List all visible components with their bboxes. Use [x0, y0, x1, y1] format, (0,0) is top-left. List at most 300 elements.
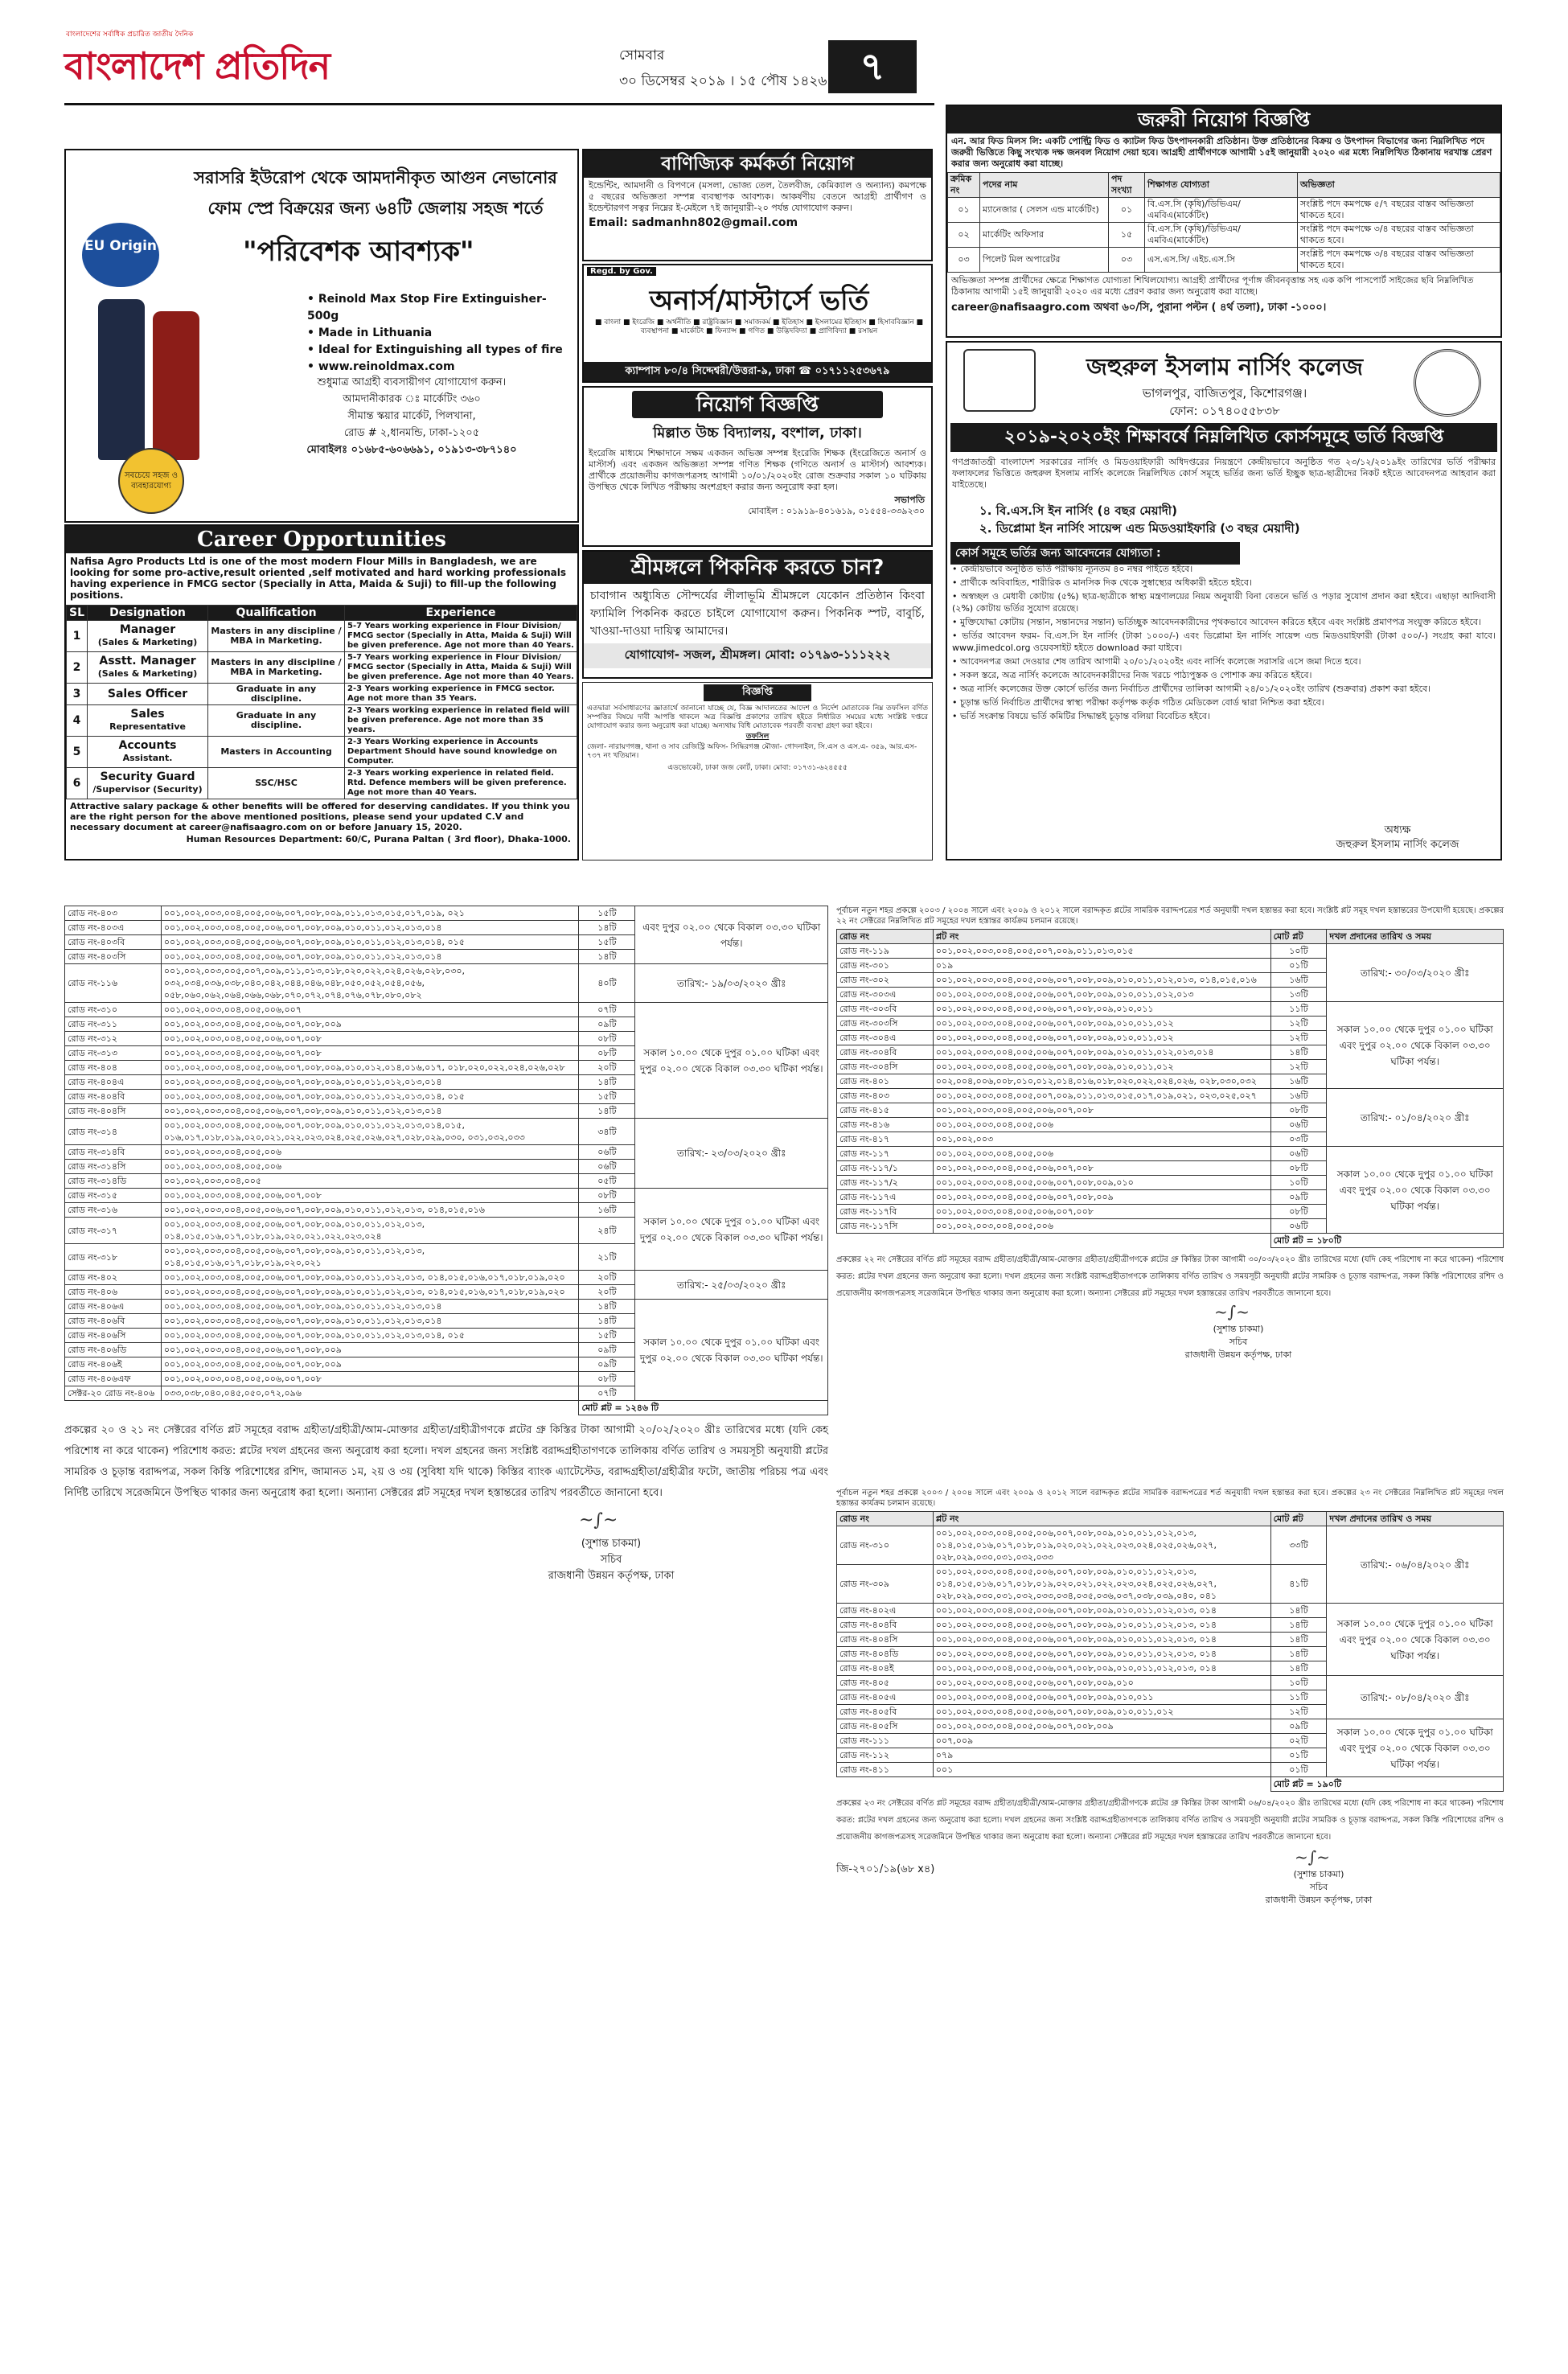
col-serial: ক্রমিক নং	[948, 173, 980, 198]
career-sl: 5	[67, 737, 88, 768]
regd-badge: Regd. by Gov.	[587, 267, 656, 276]
urgent-cell: সংশ্লিষ্ট পদে কমপক্ষে ৩/৪ বছরের বাস্তব অভিজ্ঞতা থাকতে হবে।	[1298, 248, 1500, 273]
career-experience: 2-3 Years working experience in related field will be given preference. Age not more than 35 years.	[345, 705, 577, 737]
requirement-item: • অত্র নার্সিং কলেজের উক্ত কোর্সে ভর্তির জন্য নির্বাচিত প্রার্থীদের তালিকা আগামী ২৪/০১/২০২০ইং তারিখ (শুক্রবার) প্রকাশ করা হইবে।	[952, 684, 1431, 694]
plot-list-cell: ০০১,০০২,০০৩,০০৪,০০৫,০০৬,০০৭,০০৮,০০৯,০১০,০১১,০১২,০১৩,০১৪, ০১৫	[161, 1329, 579, 1343]
nursing-courses	[979, 502, 1462, 537]
schedule-cell: সকাল ১০.০০ থেকে দুপুর ০১.০০ ঘটিকা এবং দুপুর ০২.০০ থেকে বিকাল ০৩.৩০ ঘটিকা পর্যন্ত।	[635, 1300, 828, 1401]
fire-ad-bullet: • Reinold Max Stop Fire Extinguisher-500g	[307, 293, 547, 322]
designation-sub: /Supervisor (Security)	[92, 784, 203, 795]
rajuk-r2-ref: জি-২৭০১/১৯(৬৮ x৪)	[836, 1863, 935, 1875]
road-cell: রোড নং-৪০৫এ	[837, 1690, 934, 1705]
rajuk-left-total: মোট প্লট = ১২৪৬ টি	[579, 1401, 828, 1415]
road-cell: রোড নং-৪০৬এফ	[65, 1372, 162, 1386]
road-cell: রোড নং-৪০৪সি	[65, 1104, 162, 1119]
col-sl: SL	[67, 606, 88, 621]
road-cell: রোড নং-১১৭এ	[837, 1190, 934, 1205]
plot-count-cell: ০৫টি	[579, 1174, 635, 1189]
schedule-cell: সকাল ১০.০০ থেকে দুপুর ০১.০০ ঘটিকা এবং দুপুর ০২.০০ থেকে বিকাল ০৩.৩০ ঘটিকা পর্যন্ত।	[1327, 1002, 1504, 1089]
college-seal-icon	[1414, 349, 1481, 417]
career-row	[67, 705, 577, 737]
road-cell: রোড নং-৩১৭	[65, 1218, 162, 1244]
road-cell: রোড নং-৩১৬	[65, 1203, 162, 1218]
schedule-cell: সকাল ১০.০০ থেকে দুপুর ০১.০০ ঘটিকা এবং দুপুর ০২.০০ থেকে বিকাল ০৩.৩০ ঘটিকা পর্যন্ত।	[1327, 1719, 1504, 1777]
plot-count-cell: ১৪টি	[1270, 1604, 1327, 1618]
plot-row	[65, 1189, 828, 1203]
commercial-body: ইন্ডেন্টিং, আমদানী ও বিপণনে (মসলা, ভোজ্য তেল, তৈলবীজ, কেমিক্যাল ও অন্যান্য) কমপক্ষে ৫ বছরের অভিজ্ঞতা সম্পন্ন ব্যবস্থাপক আবশ্যক। আকর্ষণীয় বেতনে আগ্রহী প্রার্থীগণ ও ইন্ডেন্টারগণ সত্বর নিম্নের ই-মেইলে ৭ই জানুয়ারী-২০ পর্যন্ত যোগাযোগ করুন।	[589, 180, 926, 213]
plot-count-cell: ০৬টি	[579, 1160, 635, 1174]
plot-row	[837, 1604, 1504, 1618]
plot-count-cell: ২০টি	[579, 1061, 635, 1075]
plot-count-cell: ১৬টি	[1270, 973, 1327, 988]
plot-list-cell: ০০১,০০২,০০৩,০০৪,০০৫,০০৬,০০৭,০০৮,০০৯	[933, 1719, 1270, 1734]
plot-count-cell: ০৭টি	[579, 1003, 635, 1017]
career-row	[67, 652, 577, 684]
plot-list-cell: ০০১,০০২,০০৩,০০৪,০০৫,০০৬,০০৭,০০৮,০০৯,০১০,০১১,০১২,০১৩, ০১৪,০১৫,০১৬	[933, 973, 1270, 988]
plot-count-cell: ৪০টি	[579, 964, 635, 1003]
school-sign: সভাপতি	[894, 495, 925, 505]
urgent-cell: সংশ্লিষ্ট পদে কমপক্ষে ৫/৭ বছরের বাস্তব অভিজ্ঞতা থাকতে হবে।	[1298, 198, 1500, 223]
sign-name: (সুশান্ত চাকমা)	[1213, 1324, 1264, 1334]
nursing-requirements	[952, 563, 1496, 724]
schedule-cell: তারিখ:- ১৯/০৩/২০২০ খ্রীঃ	[635, 964, 828, 1003]
career-sl: 4	[67, 705, 88, 737]
fire-ad-bullets	[307, 291, 573, 376]
contact-line: রোড # ২,ধানমন্ডি, ঢাকা-১২০৫	[343, 427, 480, 439]
urgent-footer: অভিজ্ঞতা সম্পন্ন প্রার্থীদের ক্ষেত্রে শিক্ষাগত যোগ্যতা শিথিলযোগ্য। আগ্রহী প্রার্থীদের পূর্ণাঙ্গ জীবনবৃত্তান্ত সহ এক কপি পাসপোর্ট সাইজের ছবি নিম্নলিখিত ঠিকানায় আগামী ১৫ই জানুয়ারী ২০২০ এর মধ্যে প্রেরণ করার জন্য অনুরোধ করা যাচ্ছে।	[951, 275, 1474, 297]
plot-list-cell: ০০১,০০২,০০৩,০০৪,০০৫,০০৬	[161, 1160, 579, 1174]
plot-count-cell: ০৮টি	[579, 1372, 635, 1386]
career-qualification: Masters in any discipline / MBA in Marketing.	[208, 621, 345, 652]
career-designation	[88, 705, 208, 737]
urgent-cell: ০২	[948, 223, 980, 248]
plot-list-cell: ০০১,০০২,০০৩,০০৪,০০৫,০০৬,০০৭,০০৮,০০৯,০১০,০১২,০১৪,০১৬,০১৭, ০১৮,০২০,০২২,০২৪,০২৬,০২৮	[161, 1061, 579, 1075]
plot-list-cell: ০০১,০০২,০০৩,০০৪,০০৫,০০৬,০০৭,০০৮,০০৯,০১০,০১১,০১২	[933, 1705, 1270, 1719]
schedule-cell: সকাল ১০.০০ থেকে দুপুর ০১.০০ ঘটিকা এবং দুপুর ০২.০০ থেকে বিকাল ০৩.৩০ ঘটিকা পর্যন্ত।	[635, 1003, 828, 1119]
requirement-item: • ভর্তি সংক্রান্ত বিষয়ে ভর্তি কমিটির সিদ্ধান্তই চূড়ান্ত বলিয়া বিবেচিত হইবে।	[952, 711, 1210, 721]
plot-count-cell: ১০টি	[1270, 1176, 1327, 1190]
plot-count-cell: ০৮টি	[579, 1189, 635, 1203]
road-cell: রোড নং-৪০৩এ	[65, 921, 162, 935]
school-body: ইংরেজি মাধ্যমে শিক্ষাদানে সক্ষম একজন অভিজ্ঞ সম্পন্ন ইংরেজি শিক্ষক (ইংরেজিতে অনার্স ও মাস্টার্স) এবং একজন অভিজ্ঞতা সম্পন্ন গণিত শিক্ষক (গণিতে অনার্স ও মাস্টার্স) আবশ্যক। প্রার্থীকে প্রয়োজনীয় কাগজপত্রসহ আগামী ১০/০১/২০২০ইং রোজ শুক্রবার সকাল ১০ ঘটিকায় উপস্থিত থেকে লিখিত পরীক্ষায় অংশগ্রহণ করার জন্য অনুরোধ করা হল।	[589, 448, 926, 492]
legal-title: বিজ্ঞপ্তি	[704, 684, 811, 701]
plot-count-cell: ১৬টি	[1270, 1089, 1327, 1103]
career-qualification: SSC/HSC	[208, 768, 345, 799]
school-title: নিয়োগ বিজ্ঞপ্তি	[632, 391, 883, 418]
masthead-day: সোমবার	[619, 47, 665, 64]
col-qualification: Qualification	[208, 606, 345, 621]
honours-subjects: ■ বাংলা ■ ইংরেজি ■ অর্থনীতি ■ রাষ্ট্রবিজ্ঞান ■ সমাজকর্ম ■ ইতিহাস ■ ইসলামের ইতিহাস ■ হিসাববিজ্ঞান ■ ব্যবস্থাপনা ■ মার্কেটিং ■ ফিন্যান্স ■ গণিত ■ উদ্ভিদবিদ্যা ■ প্রাণিবিদ্যা ■ রসায়ন	[594, 318, 924, 335]
plot-list-cell: ০০১,০০২,০০৩,০০৪,০০৫,০০৬,০০৭,০০৮,০০৯	[161, 1343, 579, 1357]
career-row	[67, 768, 577, 799]
plot-count-cell: ০৮টি	[1270, 1161, 1327, 1176]
road-cell: রোড নং-৪০৪এ	[65, 1075, 162, 1090]
fire-ad-headline: সরাসরি ইউরোপ থেকে আমদানীকৃত আগুন নেভানোর ফোম স্প্রে বিক্রয়ের জন্য ৬৪টি জেলায় সহজ শর্তে	[194, 168, 557, 218]
plot-count-cell: ১৪টি	[1270, 1661, 1327, 1676]
urgent-cell: সংশ্লিষ্ট পদে কমপক্ষে ৩/৪ বছরের বাস্তব অভিজ্ঞতা থাকতে হবে।	[1298, 223, 1500, 248]
road-cell: রোড নং-৪০১	[837, 1074, 934, 1089]
plot-list-cell: ০০১,০০২,০০৩,০০৪,০০৫,০০৬,০০৭,০০৮,০০৯,০১০,০১১,০১২,০১৩,০১৪	[161, 1104, 579, 1119]
road-cell: রোড নং-৪০৫	[837, 1676, 934, 1690]
road-cell: রোড নং-৩০৩এ	[837, 988, 934, 1002]
career-address: Human Resources Department: 60/C, Purana Paltan ( 3rd floor), Dhaka-1000.	[186, 834, 571, 844]
plot-count-cell: ০৯টি	[1270, 1190, 1327, 1205]
plot-count-cell: ০৮টি	[1270, 1103, 1327, 1118]
plot-list-cell: ০০১,০০২,০০৩,০০৪,০০৫,০০৬,০০৭,০০৮,০০৯,০১০,০১১,০১২,০১৩, ০১৪	[933, 1618, 1270, 1633]
plot-count-cell: ১৪টি	[579, 1075, 635, 1090]
sign-title: সচিব	[1229, 1337, 1248, 1347]
designation-main: Accounts	[118, 739, 177, 752]
col-plot: প্লট নং	[933, 1512, 1270, 1526]
sign-org: রাজধানী উন্নয়ন কর্তৃপক্ষ, ঢাকা	[1265, 1895, 1373, 1905]
plot-count-cell: ১৪টি	[1270, 1618, 1327, 1633]
sign-org: রাজধানী উন্নয়ন কর্তৃপক্ষ, ঢাকা	[548, 1570, 675, 1582]
plot-list-cell: ০০১,০০২,০০৩,০০৪,০০৫,০০৬,০০৭	[161, 1003, 579, 1017]
plot-count-cell: ০৬টি	[1270, 1219, 1327, 1234]
plot-count-cell: ১৪টি	[579, 1104, 635, 1119]
signature-mark: ~∫~	[579, 1510, 618, 1530]
road-cell: রোড নং-৩০৪বি	[837, 1045, 934, 1060]
col-count: পদ সংখ্যা	[1109, 173, 1145, 198]
schedule-cell: তারিখ:- ২৩/০৩/২০২০ খ্রীঃ	[635, 1119, 828, 1189]
honours-admission-ad	[582, 264, 933, 383]
road-cell: রোড নং-১১২	[837, 1748, 934, 1763]
urgent-cell: পিলেট মিল অপারেটর	[980, 248, 1109, 273]
course-item: ১. বি.এস.সি ইন নার্সিং (৪ বছর মেয়াদী)	[979, 503, 1177, 518]
plot-list-cell: ০০১,০০২,০০৩,০০৪,০০৫,০০৬,০০৭,০০৮,০০৯,০১০,০১১,০১২	[933, 1060, 1270, 1074]
col-education: শিক্ষাগত যোগ্যতা	[1145, 173, 1298, 198]
rajuk-notice-right-1	[836, 906, 1504, 1485]
commercial-title: বাণিজ্যিক কর্মকর্তা নিয়োগ	[584, 150, 931, 178]
plot-list-cell: ০০১,০০২,০০৩,০০৪,০০৫,০০৭,০০৯,০১১,০১৩,০১৫	[933, 944, 1270, 959]
sign-org: জহুরুল ইসলাম নার্সিং কলেজ	[1336, 839, 1459, 851]
urgent-address: career@nafisaagro.com অথবা ৬০/সি, পুরানা পল্টন ( ৪র্থ তলা), ঢাকা -১০০০।	[951, 302, 1327, 314]
rajuk-notice-right-2	[836, 1488, 1504, 2292]
schedule-cell: তারিখ:- ২৫/০৩/২০২০ খ্রীঃ	[635, 1271, 828, 1300]
rajuk-r2-sign	[836, 1846, 1504, 1926]
eu-origin-badge: EU Origin	[82, 223, 159, 287]
requirement-item: • মুক্তিযোদ্ধা কোটায় (সন্তান, সন্তানদের সন্তান) ভর্তিচ্ছুক আবেদনকারীদের পৃথকভাবে আবেদন করিতে হইবে এবং সংশ্লিষ্ট প্রমাণপত্র সংযুক্ত করিতে হইবে।	[952, 617, 1481, 627]
col-total: মোট প্লট	[1270, 1512, 1327, 1526]
career-designation	[88, 737, 208, 768]
sign-title: সচিব	[600, 1554, 622, 1566]
picnic-body: চাবাগান অধ্যুষিত সৌন্দর্যের লীলাভূমি শ্রীমঙ্গলে যেকোন প্রতিষ্ঠান কিংবা ফ্যামিলি পিকনিক করতে চাইলে যোগাযোগ করুন। পিকনিক স্পট, বাবুর্চি, খাওয়া-দাওয়া দায়িত্ব আমাদের।	[590, 589, 925, 638]
sign-name: (সুশান্ত চাকমা)	[581, 1538, 642, 1550]
fire-ad-bullet: • Ideal for Extinguishing all types of fire	[307, 343, 563, 356]
plot-list-cell: ০০১,০০২,০০৩,০০৪,০০৫,০০৬,০০৭,০০৮,০০৯,০১০,০১১,০১২,০১৩,০১৪, ০১৫	[161, 935, 579, 950]
road-cell: রোড নং-৩১৪ডি	[65, 1174, 162, 1189]
urgent-cell: ০৩	[948, 248, 980, 273]
plot-row	[65, 1271, 828, 1285]
plot-count-cell: ১৬টি	[1270, 1074, 1327, 1089]
plot-list-cell: ০১৯	[933, 959, 1270, 973]
contact-line: শুধুমাত্র আগ্রহী ব্যবসায়ীগণ যোগাযোগ করুন।	[317, 376, 507, 388]
plot-count-cell: ০৯টি	[579, 1343, 635, 1357]
plot-list-cell: ০০১,০০২,০০৩,০০৪,০০৫,০০৬,০০৭,০০৮,০০৯,০১০,০১১,০১২,০১৩, ০১৪,০১৫,০১৬,০১৭,০১৮,০১৯,০২০	[161, 1285, 579, 1300]
schedule-cell: তারিখ:- ০৮/০৪/২০২০ খ্রীঃ	[1327, 1676, 1504, 1719]
road-cell: রোড নং-১১৬	[65, 964, 162, 1003]
urgent-row	[948, 248, 1500, 273]
plot-count-cell: ১৪টি	[579, 950, 635, 964]
road-cell: রোড নং-৩১০	[837, 1526, 934, 1565]
plot-list-cell: ০০১	[933, 1763, 1270, 1777]
plot-row	[837, 1002, 1504, 1017]
plot-row	[837, 1089, 1504, 1103]
road-cell: রোড নং-৪০২এ	[837, 1604, 934, 1618]
school-recruitment-ad	[582, 386, 933, 547]
plot-count-cell: ০৬টি	[579, 1145, 635, 1160]
plot-list-cell: ০০১,০০২,০০৩,০০৪,০০৫,০০৬,০০৭,০০৮,০০৯,০১০,০১১,০১২,০১৩, ০১৪	[933, 1661, 1270, 1676]
road-cell: রোড নং-৪০৫সি	[837, 1719, 934, 1734]
legal-body: এতদ্বারা সর্বসাধারণের জ্ঞাতার্থে জানানো যাচ্ছে যে, বিজ্ঞ আদালতের আদেশ ও নির্দেশ মোতাবেক নিম্ন তফসিল বর্ণিত সম্পত্তির বিষয়ে দাবী আপত্তি থাকলে অত্র বিজ্ঞপ্তি প্রকাশের তারিখ হইতে নির্ধারিত সময়ের মধ্যে সংশ্লিষ্ট দপ্তরে যোগাযোগ করার জন্য অনুরোধ করা যাচ্ছে। অন্যথায় বিধি মোতাবেক পরবর্তী ব্যবস্থা গ্রহণ করা হইবে।	[587, 704, 928, 730]
school-name: মিল্লাত উচ্চ বিদ্যালয়, বংশাল, ঢাকা।	[653, 425, 862, 442]
schedule-cell: সকাল ১০.০০ থেকে দুপুর ০১.০০ ঘটিকা এবং দুপুর ০২.০০ থেকে বিকাল ০৩.৩০ ঘটিকা পর্যন্ত।	[1327, 1147, 1504, 1234]
plot-list-cell: ০০১,০০২,০০৩,০০৪,০০৫,০০৬,০০৭,০০৮,০০৯,০১০,০১১,০১২,০১৩, ০১৪,০১৫,০১৬	[161, 1203, 579, 1218]
extinguisher-can-icon	[153, 311, 199, 460]
plot-count-cell: ১৩টি	[1270, 988, 1327, 1002]
designation-main: Asstt. Manager	[99, 655, 196, 667]
career-row	[67, 621, 577, 652]
urgent-cell: ০১	[948, 198, 980, 223]
plot-list-cell: ০০১,০০২,০০৩,০০৪,০০৫,০০৬,০০৭,০০৮,০০৯,০১১,০১৩,০১৫,০১৭,০১৯, ০২১	[161, 906, 579, 921]
plot-row	[65, 906, 828, 921]
nursing-req-title: কোর্স সমূহে ভর্তির জন্য আবেদনের যোগ্যতা :	[950, 542, 1240, 565]
road-cell: রোড নং-৪০৪ডি	[837, 1647, 934, 1661]
schedule-cell: তারিখ:- ০৬/০৪/২০২০ খ্রীঃ	[1327, 1526, 1504, 1604]
road-cell: রোড নং-৪১১	[837, 1763, 934, 1777]
rajuk-r2-para: প্রকল্পের ২৩ নং সেক্টরের বর্ণিত প্লট সমূহের বরাদ্দ গ্রহীতা/গ্রহীত্রী/আম-মোক্তার গ্রহীতা/গ্রহীত্রীগণকে প্লটের গ্রু কিস্তির টাকা আগামী ০৬/০৪/২০২০ খ্রীঃ তারিখের মধ্যে (যদি কেহ পরিশোধ না করে থাকেন) পরিশোধ করত: প্লটের দখল গ্রহনের জন্য অনুরোধ করা হলো। দখল গ্রহনের জন্য সংশ্লিষ্ট বরাদ্দগ্রহীতাগণকে তালিকায় বর্ণিত তারিখ ও সময়সূচী অনুযায়ী প্লটের সামরিক ও চূড়ান্ত বরাদ্দপত্র, সকল কিস্তি পরিশোধের রশিদ ও প্রয়োজনীয় কাগজপত্রসহ সরেজমিনে উপস্থিত থাকার জন্য অনুরোধ করা হলো। অন্যান্য সেক্টরের প্লট সমূহের দখল হস্তান্তরের তারিখ পরবর্তীতে জানানো হবে।	[836, 1799, 1504, 1842]
road-cell: রোড নং-৪০৩	[837, 1089, 934, 1103]
plot-count-cell: ১২টি	[1270, 1705, 1327, 1719]
plot-list-cell: ০০১,০০২,০০৩,০০৪,০০৫,০০৬,০০৭,০০৮,০০৯,০১০,০১১,০১২,০১৩, ০১৪,০১৫,০১৬,০১৭,০১৮,০১৯,০২০	[161, 1271, 579, 1285]
road-cell: রোড নং-১১৭/১	[837, 1161, 934, 1176]
urgent-table	[947, 172, 1500, 273]
plot-count-cell: ২০টি	[579, 1285, 635, 1300]
fire-ad-link[interactable]: • www.reinoldmax.com	[307, 360, 455, 373]
plot-list-cell: ০০১,০০২,০০৩,০০৪,০০৫,০০৬,০০৭,০০৮,০০৯	[933, 1190, 1270, 1205]
plot-list-cell: ০০১,০০২,০০৩,০০৪,০০৫,০০৬,০০৭,০০৮,০০৯,০১০	[933, 1676, 1270, 1690]
plot-list-cell: ০০১,০০২,০০৩,০০৪,০০৫,০০৬,০০৭,০০৮,০০৯,০১০,০১১,০১২,০১৩, ০১৪,০১৫,০১৬,০১৭,০১৮,০১৯,০২০,০২১	[161, 1244, 579, 1271]
col-total: মোট প্লট	[1270, 930, 1327, 944]
schedule-cell: এবং দুপুর ০২.০০ থেকে বিকাল ০৩.৩০ ঘটিকা পর্যন্ত।	[635, 906, 828, 964]
nursing-phone: ফোন: ০১৭৪০৫৫৮৩৮	[1169, 404, 1280, 418]
rajuk-r1-total: মোট প্লট = ১৮০টি	[1270, 1234, 1503, 1248]
road-cell: রোড নং-৪০৪ই	[837, 1661, 934, 1676]
road-cell: রোড নং-৪০৩সি	[65, 950, 162, 964]
plot-list-cell: ০০১,০০২,০০৩,০০৪,০০৫,০০৬,০০৭,০০৮,০০৯,০১০,০১১,০১২,০১৩,০১৪	[161, 1075, 579, 1090]
contact-line: আমদানীকারক ঃ মার্কেটিং ৩৬০	[343, 393, 481, 405]
requirement-item: • আবেদনপত্র জমা দেওয়ার শেষ তারিখ আগামী ২০/০১/২০২০ইং এবং নার্সিং কলেজে সরাসরি এসে জমা দিতে হবে।	[952, 656, 1361, 667]
plot-list-cell: ০০১,০০২,০০৩,০০৪,০০৫,০০৬,০০৭,০০৮,০০৯,০১০,০১১,০১২	[933, 1031, 1270, 1045]
career-ad	[64, 524, 579, 860]
plot-list-cell: ০০১,০০২,০০৩,০০৪,০০৫,০০৬,০০৭,০০৮,০০৯,০১০,০১১,০১২,০১৩,০১৪	[933, 1045, 1270, 1060]
honours-title: অনার্স/মাস্টার্সে ভর্তি	[649, 285, 869, 317]
plot-row	[65, 1119, 828, 1145]
commercial-email[interactable]: Email: sadmanhn802@gmail.com	[589, 216, 798, 229]
plot-count-cell: ১৪টি	[579, 1300, 635, 1314]
career-qualification: Masters in Accounting	[208, 737, 345, 768]
career-qualification: Graduate in any discipline.	[208, 684, 345, 705]
plot-count-cell: ১৫টি	[579, 1090, 635, 1104]
road-cell: রোড নং-১১৭	[837, 1147, 934, 1161]
plot-list-cell: ০০১,০০২,০০৩,০০৫,০০৭,০০৯,০১১,০১৩,০১৮,০২০,০২২,০২৪,০২৬,০২৮,০৩০, ০৩২,০৩৪,০৩৬,০৩৮,০৪০,০৪২,০৪৪,০৪৬,০৪৮,০৫০,০৫২,০৫৪,০৫৬, ০৫৮,০৬০,০৬২,০৬৪,০৬৬,০৬৮,০৭০,০৭২,০৭৪,০৭৬,০৭৮,০৮০,০৮২	[161, 964, 579, 1003]
signature-mark: ~∫~	[1295, 1847, 1330, 1867]
plot-count-cell: ০১টি	[1270, 1748, 1327, 1763]
plot-count-cell: ০৯টি	[579, 1017, 635, 1032]
road-cell: রোড নং-৪০৬ডি	[65, 1343, 162, 1357]
career-intro: Nafisa Agro Products Ltd is one of the most modern Flour Mills in Bangladesh, we are looking for some pro-active,result oriented ,self motivated and hard working professionals having experience in FMCG sector (Specially in Atta, Maida & Suji) to fill-up the following positions.	[70, 556, 567, 601]
road-cell: রোড নং-১১৯	[837, 944, 934, 959]
urgent-cell: ০৩	[1109, 248, 1145, 273]
plot-list-cell: ০০১,০০২,০০৩,০০৪,০০৫,০০৭,০০৯,০১১,০১৩,০১৫,০১৭,০১৯,০২১, ০২৩,০২৫,০২৭	[933, 1089, 1270, 1103]
plot-count-cell: ০১টি	[1270, 959, 1327, 973]
plot-row	[837, 1147, 1504, 1161]
school-mobile: মোবাইল : ০১৯১৯-৪০১৬১৯, ০১৫৫৪-৩৩৯২৩০	[748, 506, 925, 516]
page-number: ৭	[828, 40, 917, 93]
plot-count-cell: ৪১টি	[1270, 1565, 1327, 1604]
plot-list-cell: ০০৭,০০৯	[933, 1734, 1270, 1748]
designation-main: Manager	[119, 623, 176, 636]
nursing-intro: গণপ্রজাতন্ত্রী বাংলাদেশ সরকারের নার্সিং ও মিডওয়াইফারী অধিদপ্তরের নিয়ন্ত্রণে কেন্দ্রীয়ভাবে অনুষ্ঠিত গত ২৩/১২/২০১৯ইং তারিখের ভর্তি পরীক্ষার ফলাফলের ভিত্তিতে জহুরুল ইসলাম নার্সিং কলেজে নিম্নলিখিত কোর্স সমূহে ভর্তির জন্য ভর্তি ইচ্ছুক ছাত্র-ছাত্রীদের নিকট হইতে আবেদনপত্র আহবান করা যাইতেছে।	[952, 457, 1496, 490]
plot-list-cell: ০০১,০০২,০০৩,০০৪,০০৫,০০৬,০০৭,০০৮,০০৯,০১০,০১১,০১২,০১৩,০১৪	[161, 921, 579, 935]
plot-list-cell: ০০১,০০২,০০৩,০০৪,০০৫,০০৬	[933, 1219, 1270, 1234]
plot-row	[837, 1676, 1504, 1690]
road-cell: রোড নং-৪০৩	[65, 906, 162, 921]
career-designation	[88, 768, 208, 799]
plot-list-cell: ০০১,০০২,০০৩,০০৪,০০৫,০০৬,০০৭,০০৮,০০৯,০১০,০১১,০১২,০১৩,০১৪, ০১৫	[161, 1090, 579, 1104]
col-road: রোড নং	[837, 1512, 934, 1526]
plot-count-cell: ১৪টি	[1270, 1633, 1327, 1647]
rajuk-r2-table	[836, 1511, 1504, 1792]
col-experience: অভিজ্ঞতা	[1298, 173, 1500, 198]
legal-notice	[582, 682, 933, 860]
plot-count-cell: ১২টি	[1270, 1017, 1327, 1031]
signature-mark: ~∫~	[1214, 1302, 1250, 1321]
road-cell: রোড নং-৩০৯	[837, 1565, 934, 1604]
road-cell: রোড নং-৪০৬সি	[65, 1329, 162, 1343]
career-designation	[88, 621, 208, 652]
designation-main: Sales	[130, 708, 165, 721]
career-experience: 2-3 Years working experience in related field. Rtd. Defence members will be given preference. Age not more than 40 Years.	[345, 768, 577, 799]
plot-list-cell: ০০১,০০২,০০৩,০০৪,০০৫,০০৬,০০৭,০০৮,০০৯,০১০,০১১,০১২,০১৩, ০১৪	[933, 1633, 1270, 1647]
road-cell: রোড নং-৪০৬বি	[65, 1314, 162, 1329]
plot-list-cell: ০০১,০০২,০০৩,০০৪,০০৫,০০৬,০০৭,০০৮,০০৯	[161, 1357, 579, 1372]
plot-count-cell: ২১টি	[579, 1244, 635, 1271]
road-cell: রোড নং-৪০৬এ	[65, 1300, 162, 1314]
nursing-sign	[1301, 824, 1494, 852]
requirement-item: • চূড়ান্ত ভর্তি নির্বাচিত প্রার্থীদের স্বাস্থ্য পরীক্ষা কর্তৃপক্ষ কর্তৃক গঠিত মেডিকেল বোর্ড দ্বারা নিশ্চিত করা হইবে।	[952, 697, 1324, 708]
plot-list-cell: ০৭৯	[933, 1748, 1270, 1763]
plot-count-cell: ১২টি	[1270, 1060, 1327, 1074]
requirement-item: • প্রার্থীকে অবিবাহিত, শারীরিক ও মানসিক দিক থেকে সুস্বাস্থ্যের অধিকারী হইতে হইবে।	[952, 577, 1252, 588]
legal-footer: এডভোকেট, ঢাকা জজ কোর্ট, ঢাকা। মোবা: ০১৭৩১-৬২৪৫৫৫	[667, 764, 848, 772]
plot-count-cell: ১৪টি	[1270, 1647, 1327, 1661]
nursing-banner: ২০১৯-২০২০ইং শিক্ষাবর্ষে নিম্নলিখিত কোর্সসমূহে ভর্তি বিজ্ঞপ্তি	[950, 423, 1497, 452]
road-cell: রোড নং-৪০৪বি	[837, 1618, 934, 1633]
plot-row	[65, 1003, 828, 1017]
col-road: রোড নং	[837, 930, 934, 944]
career-experience: 2-3 Years working experience in FMCG sector. Age not more than 35 Years.	[345, 684, 577, 705]
road-cell: রোড নং-৪০৪	[65, 1061, 162, 1075]
career-table	[66, 605, 577, 799]
picnic-contact: যোগাযোগ- সজল, শ্রীমঙ্গল। মোবা: ০১৭৯৩-১১১২২২	[584, 643, 931, 668]
road-cell: রোড নং-৪০৬	[65, 1285, 162, 1300]
plot-list-cell: ০০১,০০২,০০৩,০০৪,০০৫,০০৬,০০৭,০০৮	[161, 1372, 579, 1386]
plot-list-cell: ০০১,০০২,০০৩,০০৪,০০৫,০০৬,০০৭,০০৮,০০৯,০১০,০১১,০১২,০১৩,০১৪	[161, 1300, 579, 1314]
urgent-cell: মার্কেটিং অফিসার	[980, 223, 1109, 248]
honours-footer: ক্যাম্পাস ৮০/৪ সিদ্দেশ্বরী/উত্তরা-৯, ঢাকা ☎ ০১৭১১২৫৩৬৭৯	[584, 362, 931, 381]
plot-list-cell: ০০১,০০২,০০৩,০০৪,০০৫,০০৬,০০৭,০০৮,০০৯,০১০,০১১	[933, 1690, 1270, 1705]
plot-list-cell: ০০১,০০২,০০৩,০০৪,০০৫,০০৬,০০৭,০০৮,০০৯,০১০,০১১,০১২,০১৩, ০১৪,০১৫,০১৬,০১৭,০১৮,০১৯,০২০,০২১,০২২,০২৩,০২৪	[161, 1218, 579, 1244]
contact-line: মোবাইলঃ ০১৬৮৫-৬০৬৬৯১, ০১৯১৩-৩৮৭১৪০	[306, 444, 517, 456]
masthead-tagline: বাংলাদেশের সর্বাধিক প্রচারিত জাতীয় দৈনিক	[66, 31, 194, 39]
road-cell: রোড নং-৩০৩বি	[837, 1002, 934, 1017]
plot-row	[837, 944, 1504, 959]
road-cell: রোড নং-৩১০	[65, 1003, 162, 1017]
designation-sub: (Sales & Marketing)	[97, 668, 198, 679]
rajuk-left-para: প্রকল্পের ২০ ও ২১ নং সেক্টরের বর্ণিত প্লট সমূহের বরাদ্দ গ্রহীতা/গ্রহীত্রী/আম-মোক্তার গ্রহীতা/গ্রহীত্রীগণকে প্লটের গ্রু কিস্তির টাকা আগামী ২০/০২/২০২০ খ্রীঃ তারিখের মধ্যে (যদি কেহ পরিশোধ না করে থাকেন) পরিশোধ করত: প্লটের দখল গ্রহনের জন্য অনুরোধ করা হলো। দখল গ্রহনের জন্য সংশ্লিষ্ট বরাদ্দগ্রহীতাগণকে তালিকায় বর্ণিত তারিখ ও সময়সূচী অনুযায়ী প্লটের সামরিক ও চূড়ান্ত বরাদ্দপত্র, সকল কিস্তি পরিশোধের রশিদ, জামানত ১ম, ২য় ও ৩য় (সুবিধা যদি থাকে) কিস্তির ব্যাংক এ্যাটেস্টেড, বরাদ্দগ্রহীতা/গ্রহীত্রীর ফটো, জাতীয় পরিচয় পত্র এবং নির্দিষ্ট তারিখে সরেজমিনে উপস্থিত থাকার জন্য অনুরোধ করা হলো। অন্যান্য সেক্টরের প্লট সমূহের দখল হস্তান্তরের তারিখ পরবর্তীতে জানানো হবে।	[64, 1424, 828, 1499]
plot-list-cell: ০০১,০০২,০০৩,০০৪,০০৫,০০৬,০০৭,০০৮,০০৯,০১০,০১১,০১২,০১৩,০১৪	[161, 1314, 579, 1329]
schedule-cell: তারিখ:- ০১/০৪/২০২০ খ্রীঃ	[1327, 1089, 1504, 1147]
road-cell: রোড নং-৪১৫	[837, 1103, 934, 1118]
road-cell: রোড নং-৩১৮	[65, 1244, 162, 1271]
road-cell: রোড নং-৩১৪	[65, 1119, 162, 1145]
road-cell: রোড নং-৪০৫বি	[837, 1705, 934, 1719]
col-schedule: দখল প্রদানের তারিখ ও সময়	[1327, 1512, 1504, 1526]
road-cell: রোড নং-৩০২	[837, 973, 934, 988]
plot-count-cell: ০২টি	[1270, 1734, 1327, 1748]
contact-line: সীমান্ত স্কয়ার মার্কেট, পিলখানা,	[347, 410, 476, 422]
road-cell: রোড নং-১১৭সি	[837, 1219, 934, 1234]
urgent-recruitment-ad	[946, 105, 1502, 338]
road-cell: রোড নং-১১৭/২	[837, 1176, 934, 1190]
plot-count-cell: ১৪টি	[1270, 1045, 1327, 1060]
road-cell: রোড নং-৩১২	[65, 1032, 162, 1046]
plot-list-cell: ০০১,০০২,০০৩,০০৪,০০৫,০০৬,০০৭,০০৮,০০৯,০১০,০১১,০১২	[933, 1017, 1270, 1031]
plot-list-cell: ০০১,০০২,০০৩	[933, 1132, 1270, 1147]
plot-list-cell: ০০১,০০২,০০৩,০০৪,০০৫	[161, 1174, 579, 1189]
urgent-cell: বি.এস.সি (কৃষি)/ডিভিএম/ এমবিএ(মার্কেটিং)	[1145, 223, 1298, 248]
urgent-cell: ম্যানেজার ( সেলস এন্ড মার্কেটিং)	[980, 198, 1109, 223]
road-cell: রোড নং-৪০২	[65, 1271, 162, 1285]
plot-row	[837, 1719, 1504, 1734]
plot-count-cell: ০৮টি	[579, 1046, 635, 1061]
road-cell: রোড নং-৪১৬	[837, 1118, 934, 1132]
schedule-cell: সকাল ১০.০০ থেকে দুপুর ০১.০০ ঘটিকা এবং দুপুর ০২.০০ থেকে বিকাল ০৩.৩০ ঘটিকা পর্যন্ত।	[1327, 1604, 1504, 1676]
urgent-title: জরুরী নিয়োগ বিজ্ঞপ্তি	[947, 106, 1500, 133]
fire-ad-contact	[259, 374, 564, 458]
career-qualification: Graduate in any discipline.	[208, 705, 345, 737]
rajuk-left-table	[64, 906, 828, 1415]
plot-count-cell: ০৩টি	[1270, 1132, 1327, 1147]
plot-count-cell: ১৪টি	[579, 921, 635, 935]
plot-count-cell: ০৬টি	[1270, 1118, 1327, 1132]
rajuk-r1-table	[836, 929, 1504, 1248]
plot-count-cell: ১৬টি	[579, 1203, 635, 1218]
masthead-date: ৩০ ডিসেম্বর ২০১৯ । ১৫ পৌষ ১৪২৬	[619, 73, 827, 89]
commercial-officer-ad	[582, 149, 933, 261]
plot-count-cell: ৩৩টি	[1270, 1526, 1327, 1565]
plot-count-cell: ০৮টি	[579, 1032, 635, 1046]
urgent-cell: ০১	[1109, 198, 1145, 223]
nursing-title: জহুরুল ইসলাম নার্সিং কলেজ	[1086, 353, 1364, 380]
course-item: ২. ডিপ্লোমা ইন নার্সিং সায়েন্স এন্ড মিডওয়াইফারি (৩ বছর মেয়াদী)	[979, 521, 1300, 536]
plot-count-cell: ১৫টি	[579, 906, 635, 921]
nursing-college-ad	[946, 341, 1502, 860]
road-cell: রোড নং-৩০১	[837, 959, 934, 973]
plot-list-cell: ০০২,০০৪,০০৬,০০৮,০১০,০১২,০১৪,০১৬,০১৮,০২০,০২২,০২৪,০২৬, ০২৮,০৩০,০৩২	[933, 1074, 1270, 1089]
rajuk-r2-total: মোট প্লট = ১৯০টি	[1270, 1777, 1503, 1792]
